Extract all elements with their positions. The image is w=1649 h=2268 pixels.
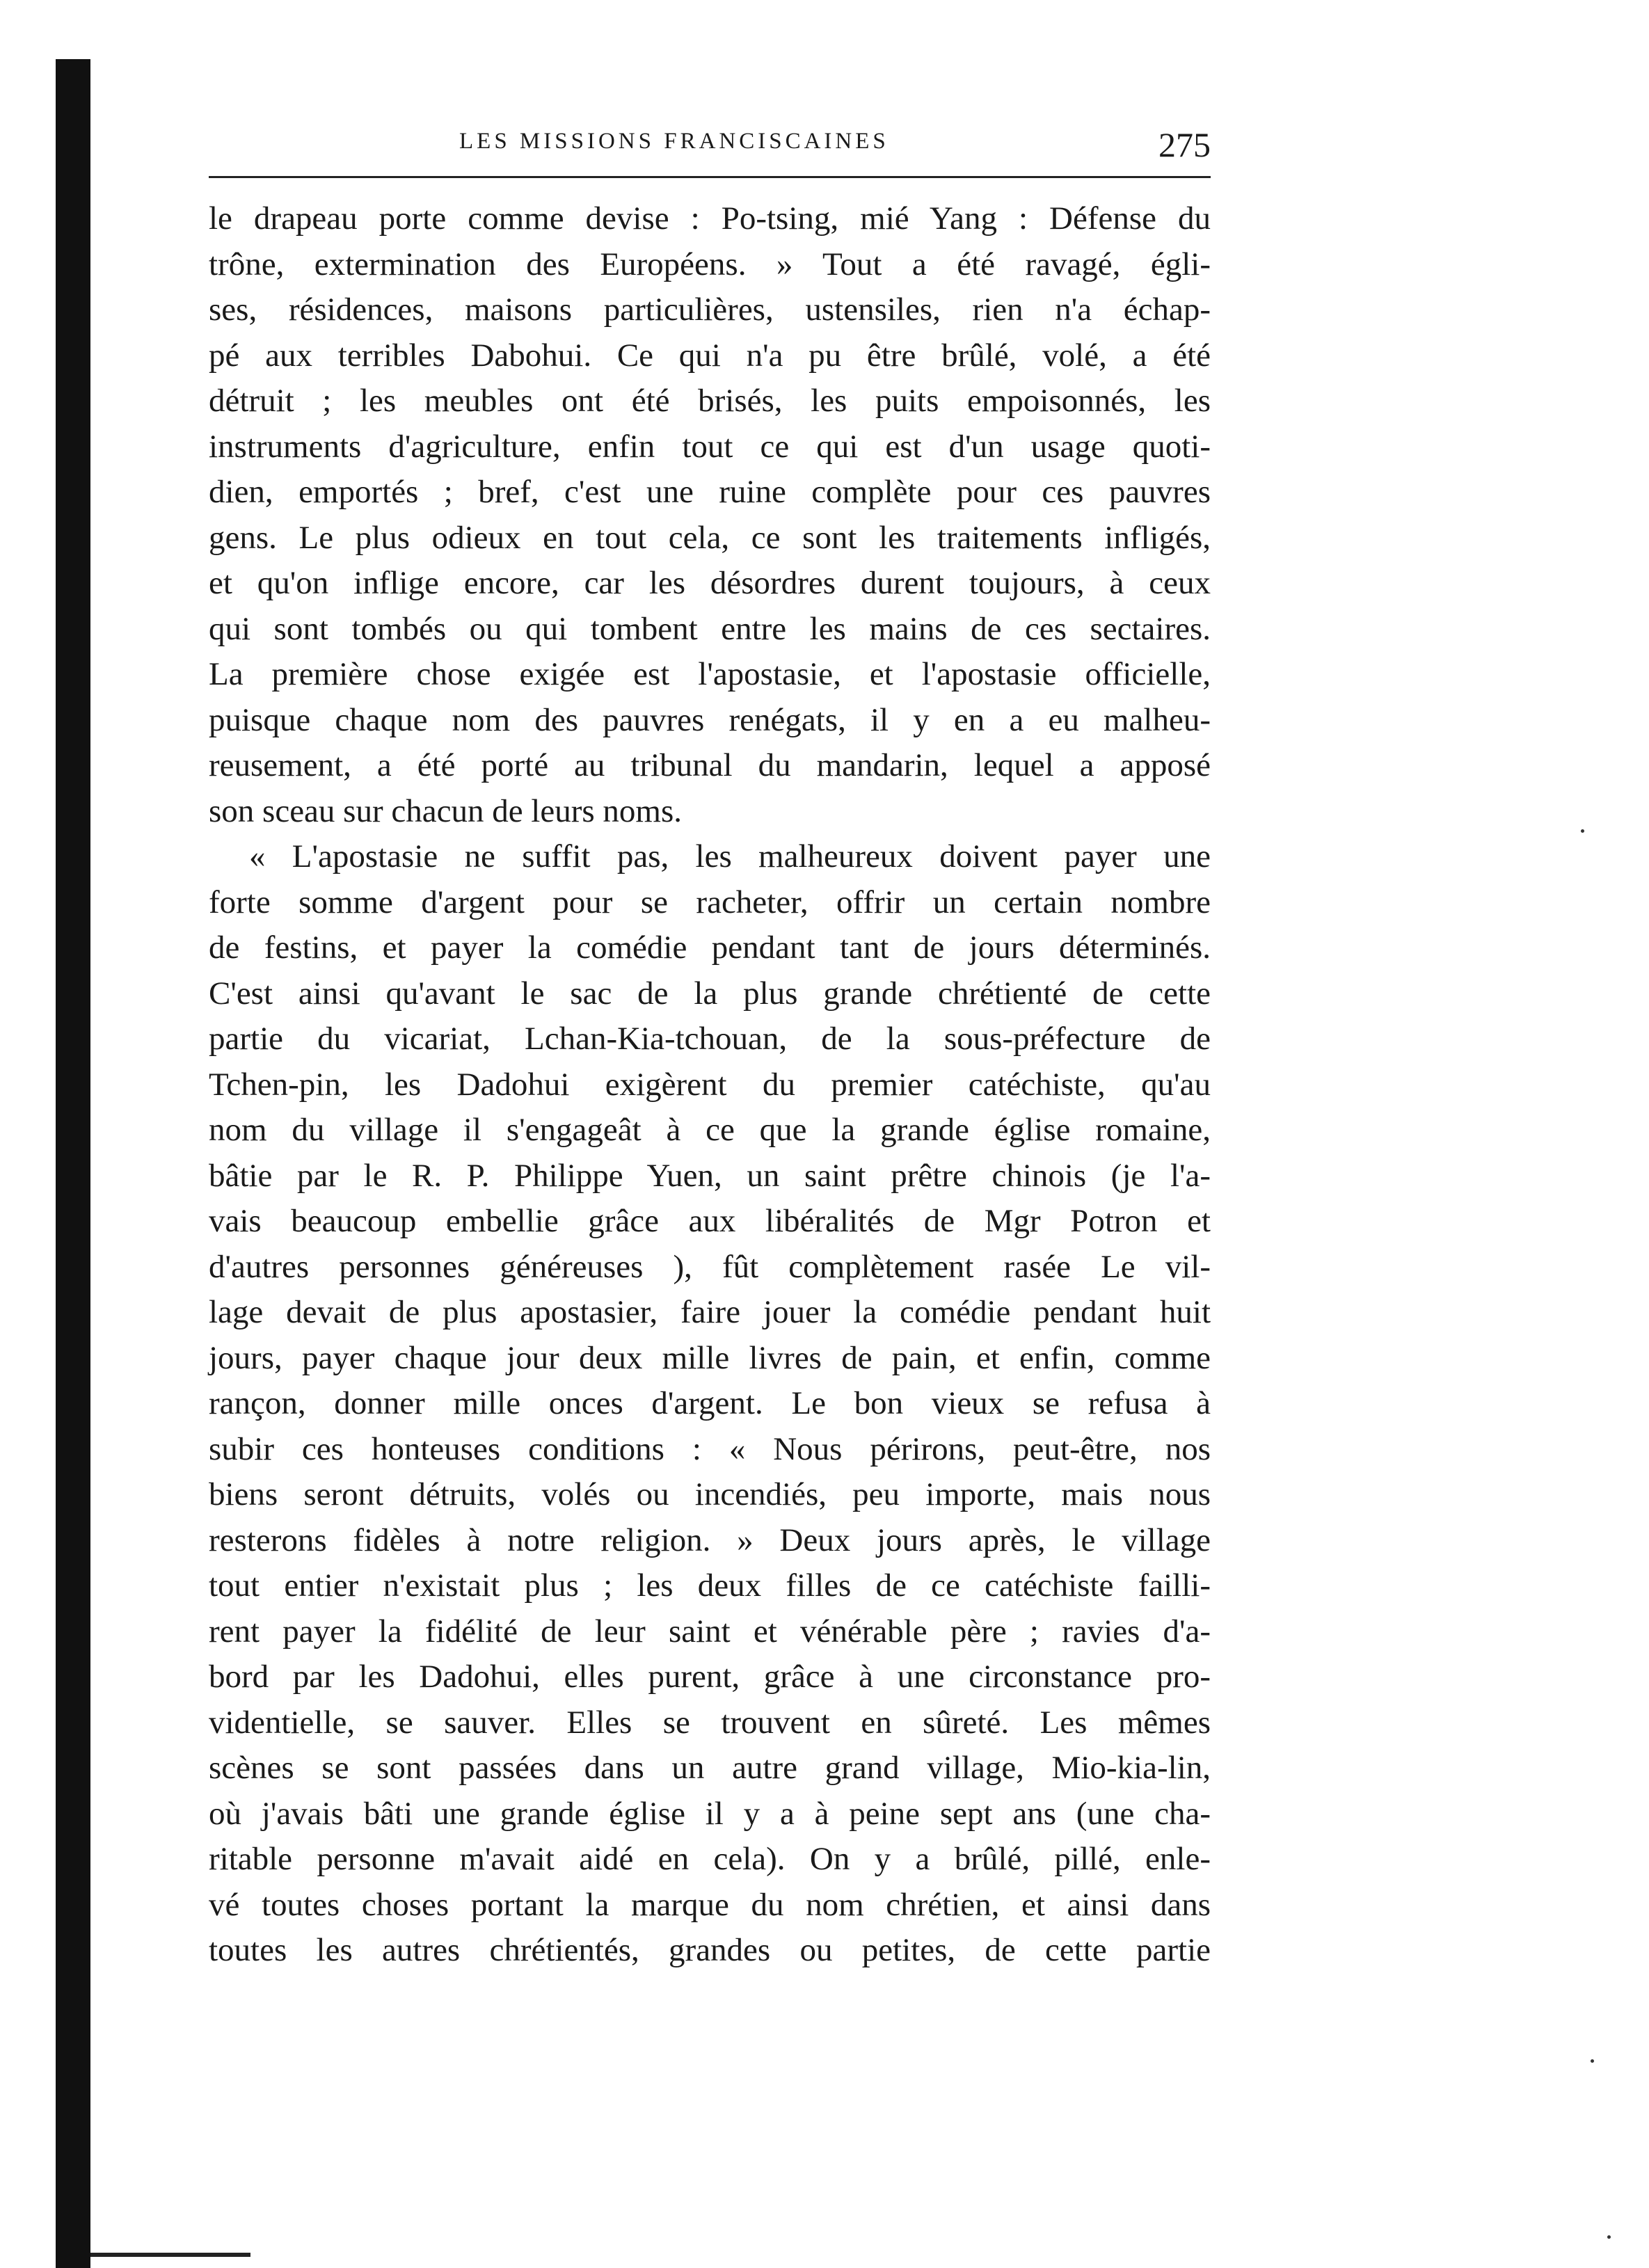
text-line: son sceau sur chacun de leurs noms.: [209, 792, 683, 829]
text-line: jours, payer chaque jour deux mille livres de pain, et enfin, comme: [209, 1339, 1211, 1376]
text-line: qui sont tombés ou qui tombent entre les mains de ces sectaires.: [209, 610, 1211, 647]
page-number: 275: [1158, 125, 1211, 164]
body-text: [209, 196, 1211, 1974]
header-rule: [209, 176, 1211, 178]
text-line: puisque chaque nom des pauvres renégats, il y en a eu malheu-: [209, 701, 1211, 738]
text-line: ses, résidences, maisons particulières, ustensiles, rien n'a échap-: [209, 292, 1211, 328]
text-line: rançon, donner mille onces d'argent. Le bon vieux se refusa à: [209, 1385, 1211, 1421]
text-line: subir ces honteuses conditions : « Nous périrons, peut-être, nos: [209, 1430, 1211, 1467]
text-line: où j'avais bâti une grande église il y a à peine sept ans (une cha-: [209, 1795, 1211, 1832]
text-line: partie du vicariat, Lchan-Kia-tchouan, de la sous-préfecture de: [209, 1021, 1211, 1057]
text-line: lage devait de plus apostasier, faire jouer la comédie pendant huit: [209, 1294, 1211, 1330]
text-line: reusement, a été porté au tribunal du mandarin, lequel a apposé: [209, 747, 1211, 783]
text-line: le drapeau porte comme devise : Po-tsing, mié Yang : Défense du: [209, 200, 1211, 237]
text-line: bord par les Dadohui, elles purent, grâce à une circonstance pro-: [209, 1659, 1211, 1695]
text-line: Tchen-pin, les Dadohui exigèrent du premier catéchiste, qu'au: [209, 1066, 1211, 1103]
text-line: toutes les autres chrétientés, grandes ou petites, de cette partie: [209, 1932, 1211, 1968]
text-line: bâtie par le R. P. Philippe Yuen, un saint prêtre chinois (je l'a-: [209, 1157, 1211, 1194]
text-line: rent payer la fidélité de leur saint et vénérable père ; ravies d'a-: [209, 1613, 1211, 1650]
scan-speck: [1607, 2235, 1611, 2239]
text-line: et qu'on inflige encore, car les désordres durent toujours, à ceux: [209, 565, 1211, 601]
text-line: gens. Le plus odieux en tout cela, ce sont les traitements infligés,: [209, 519, 1211, 556]
text-line: biens seront détruits, volés ou incendiés, peu importe, mais nous: [209, 1476, 1211, 1512]
text-line: « L'apostasie ne suffit pas, les malheureux doivent payer une: [249, 838, 1211, 875]
text-line: vais beaucoup embellie grâce aux libéralités de Mgr Potron et: [209, 1203, 1211, 1239]
text-line: nom du village il s'engageât à ce que la grande église romaine,: [209, 1112, 1211, 1148]
binding-tail: [90, 2253, 250, 2257]
text-line: dien, emportés ; bref, c'est une ruine complète pour ces pauvres: [209, 474, 1211, 510]
running-title: LES MISSIONS FRANCISCAINES: [459, 129, 889, 154]
text-line: de festins, et payer la comédie pendant tant de jours déterminés.: [209, 929, 1211, 966]
text-line: resterons fidèles à notre religion. » Deux jours après, le village: [209, 1522, 1211, 1558]
page-header: [209, 122, 1211, 177]
text-line: ritable personne m'avait aidé en cela). On y a brûlé, pillé, enle-: [209, 1841, 1211, 1877]
text-line: d'autres personnes généreuses ), fût complètement rasée Le vil-: [209, 1248, 1211, 1285]
text-line: vé toutes choses portant la marque du nom chrétien, et ainsi dans: [209, 1886, 1211, 1923]
text-line: détruit ; les meubles ont été brisés, les puits empoisonnés, les: [209, 383, 1211, 419]
text-line: C'est ainsi qu'avant le sac de la plus grande chrétienté de cette: [209, 975, 1211, 1012]
text-line: forte somme d'argent pour se racheter, offrir un certain nombre: [209, 884, 1211, 920]
text-line: La première chose exigée est l'apostasie, et l'apostasie officielle,: [209, 656, 1211, 692]
text-line: scènes se sont passées dans un autre grand village, Mio-kia-lin,: [209, 1750, 1211, 1786]
text-line: tout entier n'existait plus ; les deux filles de ce catéchiste failli-: [209, 1567, 1211, 1604]
text-line: trône, extermination des Européens. » Tout a été ravagé, égli-: [209, 246, 1211, 282]
text-line: instruments d'agriculture, enfin tout ce qui est d'un usage quoti-: [209, 428, 1211, 465]
scan-speck: [1581, 829, 1584, 833]
text-line: videntielle, se sauver. Elles se trouvent en sûreté. Les mêmes: [209, 1704, 1211, 1741]
binding-edge: [56, 59, 90, 2268]
text-line: pé aux terribles Dabohui. Ce qui n'a pu être brûlé, volé, a été: [209, 337, 1211, 374]
scan-speck: [1591, 2059, 1594, 2063]
